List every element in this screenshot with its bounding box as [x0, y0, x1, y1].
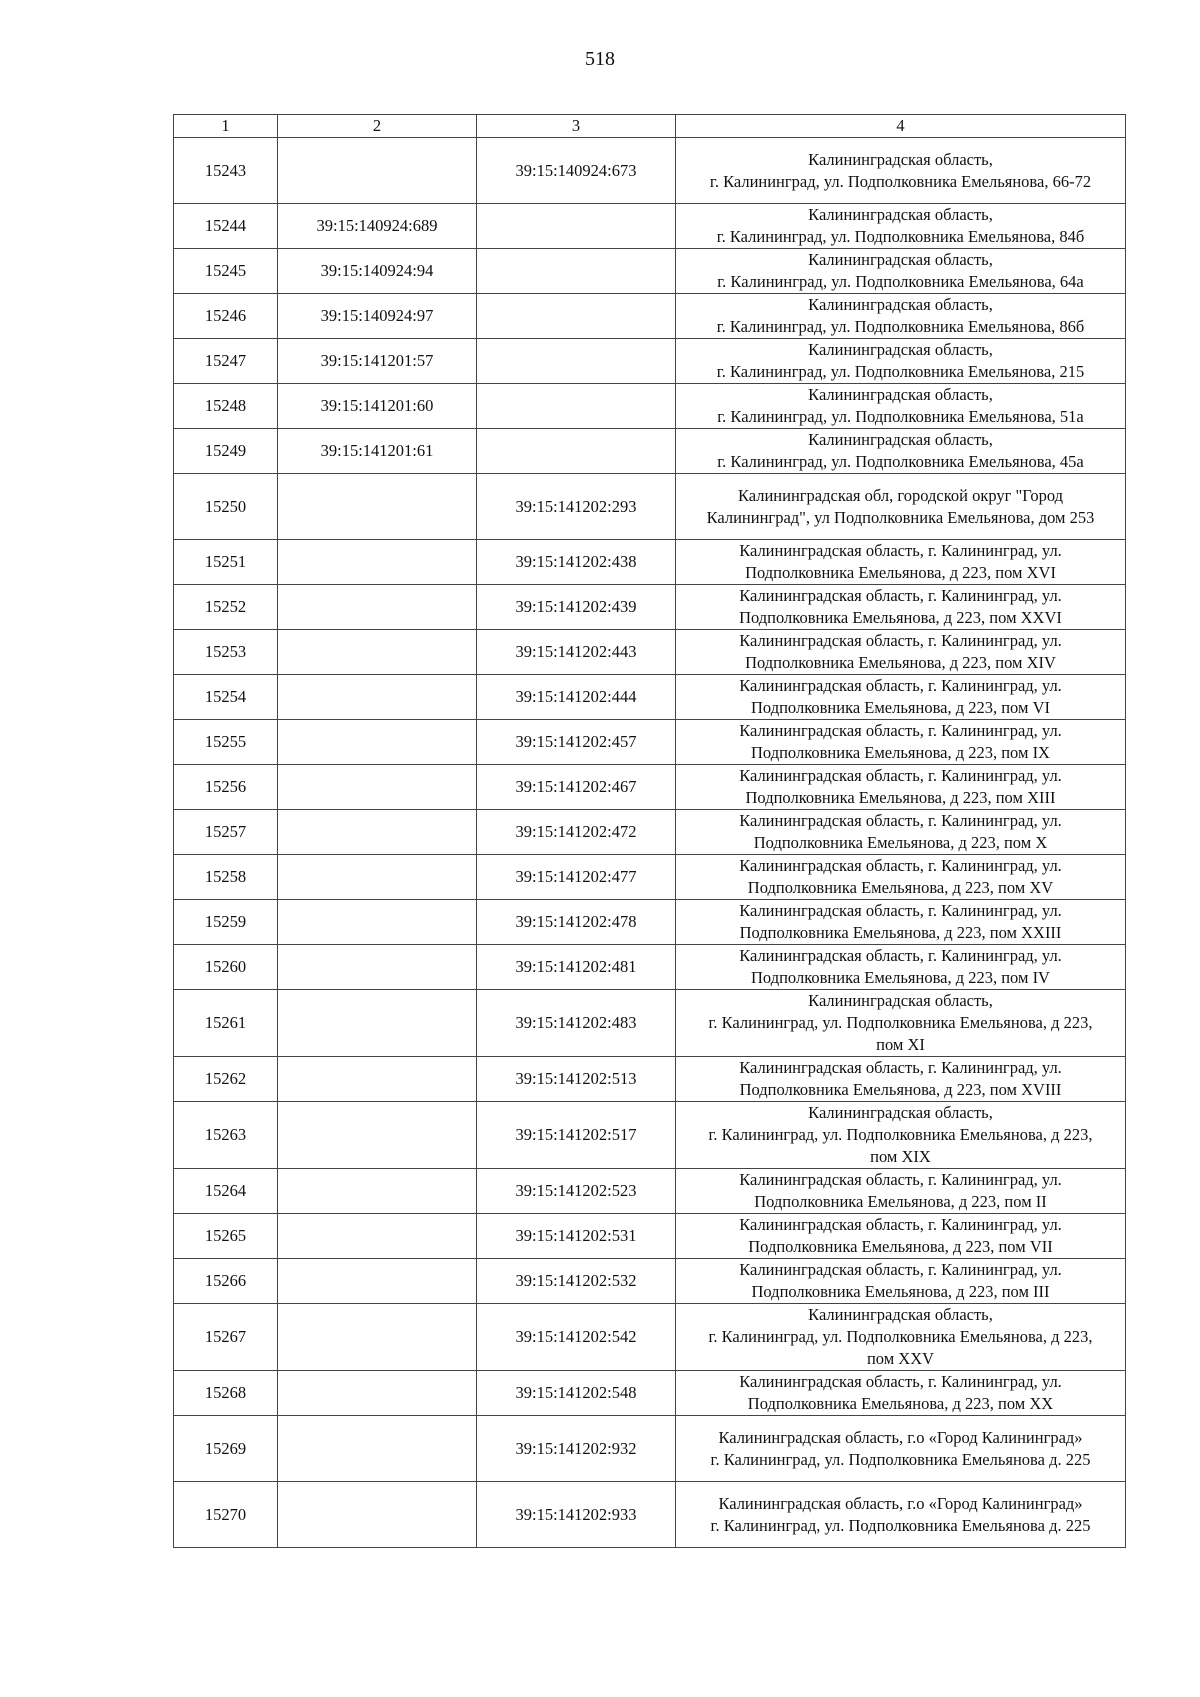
cadastral-number-cell: 39:15:141202:457 — [477, 720, 676, 765]
address-line: Калининградская область, г. Калининград, ул. — [739, 766, 1062, 785]
address-cell — [676, 720, 1126, 765]
cadastral-number-cell: 39:15:141202:933 — [477, 1482, 676, 1548]
address-line: Подполковника Емельянова, д 223, пом XX — [747, 1394, 1054, 1413]
row-number-cell: 15270 — [174, 1482, 278, 1548]
address-line: Калининградская область, г. Калининград, ул. — [739, 1170, 1062, 1189]
table-row — [174, 1214, 1126, 1259]
cadastral-number-cell: 39:15:141202:548 — [477, 1371, 676, 1416]
table-row — [174, 339, 1126, 384]
table-row — [174, 945, 1126, 990]
address-line: Подполковника Емельянова, д 223, пом XVIII — [739, 1080, 1062, 1099]
row-number-cell: 15256 — [174, 765, 278, 810]
column-header-2: 2 — [278, 115, 477, 138]
column-header-4: 4 — [676, 115, 1126, 138]
address-line: Подполковника Емельянова, д 223, пом XIII — [745, 788, 1056, 807]
address-line: Калининградская область, — [808, 205, 993, 224]
cadastral-number-cell — [278, 810, 477, 855]
address-line: Подполковника Емельянова, д 223, пом XIV — [745, 653, 1056, 672]
cadastral-number-cell — [278, 630, 477, 675]
address-line: Калининградская область, г. Калининград, ул. — [739, 721, 1062, 740]
table-row — [174, 294, 1126, 339]
cadastral-number-cell: 39:15:141202:932 — [477, 1416, 676, 1482]
cadastral-number-cell — [278, 900, 477, 945]
cadastral-number-cell — [477, 249, 676, 294]
cadastral-number-cell — [477, 204, 676, 249]
cadastral-number-cell — [278, 855, 477, 900]
address-cell — [676, 585, 1126, 630]
address-line: Подполковника Емельянова, д 223, пом VII — [748, 1237, 1053, 1256]
cadastral-number-cell — [278, 1102, 477, 1169]
table-row — [174, 1057, 1126, 1102]
row-number-cell: 15252 — [174, 585, 278, 630]
address-line: Подполковника Емельянова, д 223, пом XVI — [745, 563, 1056, 582]
column-header-3: 3 — [477, 115, 676, 138]
table-row — [174, 249, 1126, 294]
table-row — [174, 1482, 1126, 1548]
cadastral-number-cell: 39:15:141202:513 — [477, 1057, 676, 1102]
cadastral-number-cell: 39:15:140924:673 — [477, 138, 676, 204]
table-row — [174, 990, 1126, 1057]
address-line: пом XIX — [870, 1147, 931, 1166]
address-line: Калининградская область, — [808, 1305, 993, 1324]
table-row — [174, 675, 1126, 720]
address-cell — [676, 1057, 1126, 1102]
row-number-cell: 15260 — [174, 945, 278, 990]
table-row — [174, 810, 1126, 855]
address-line: Калининградская область, — [808, 991, 993, 1010]
address-line: Калининградская область, — [808, 430, 993, 449]
address-cell — [676, 1214, 1126, 1259]
address-cell — [676, 1482, 1126, 1548]
cadastral-number-cell — [278, 945, 477, 990]
address-cell — [676, 1304, 1126, 1371]
row-number-cell: 15269 — [174, 1416, 278, 1482]
row-number-cell: 15257 — [174, 810, 278, 855]
table-row — [174, 855, 1126, 900]
table-row — [174, 585, 1126, 630]
address-line: пом XI — [876, 1035, 925, 1054]
address-cell — [676, 1102, 1126, 1169]
address-cell — [676, 384, 1126, 429]
table-row — [174, 1371, 1126, 1416]
row-number-cell: 15249 — [174, 429, 278, 474]
cadastral-number-cell — [477, 339, 676, 384]
cadastral-number-cell — [477, 429, 676, 474]
row-number-cell: 15265 — [174, 1214, 278, 1259]
row-number-cell: 15251 — [174, 540, 278, 585]
table-row — [174, 204, 1126, 249]
address-line: г. Калининград, ул. Подполковника Емельянова, 45а — [717, 452, 1084, 471]
table-row — [174, 1259, 1126, 1304]
address-line: Калининградская область, — [808, 149, 993, 169]
address-line: Калининградская область, г. Калининград, ул. — [739, 541, 1062, 560]
address-cell — [676, 1169, 1126, 1214]
address-cell — [676, 1371, 1126, 1416]
address-line: Калининградская область, г. Калининград, ул. — [739, 1058, 1062, 1077]
cadastral-number-cell — [278, 138, 477, 204]
address-line: г. Калининград, ул. Подполковника Емельянова, д 223, — [708, 1125, 1093, 1144]
address-cell — [676, 990, 1126, 1057]
table-row — [174, 630, 1126, 675]
row-number-cell: 15247 — [174, 339, 278, 384]
address-line: г. Калининград, ул. Подполковника Емельянова, д 223, — [708, 1013, 1093, 1032]
row-number-cell: 15253 — [174, 630, 278, 675]
table-row — [174, 1169, 1126, 1214]
registry-table — [173, 114, 1126, 1548]
address-cell — [676, 474, 1126, 540]
cadastral-number-cell: 39:15:141202:523 — [477, 1169, 676, 1214]
row-number-cell: 15259 — [174, 900, 278, 945]
address-line: г. Калининград, ул. Подполковника Емельянова д. 225 — [710, 1449, 1091, 1469]
address-line: Калининградская область, г. Калининград, ул. — [739, 901, 1062, 920]
cadastral-number-cell: 39:15:140924:689 — [278, 204, 477, 249]
address-cell — [676, 810, 1126, 855]
address-line: Калининградская область, г. Калининград, ул. — [739, 586, 1062, 605]
address-line: Подполковника Емельянова, д 223, пом X — [753, 833, 1048, 852]
row-number-cell: 15255 — [174, 720, 278, 765]
row-number-cell: 15246 — [174, 294, 278, 339]
table-row — [174, 138, 1126, 204]
address-cell — [676, 900, 1126, 945]
row-number-cell: 15250 — [174, 474, 278, 540]
page-number: 518 — [585, 48, 615, 70]
row-number-cell: 15254 — [174, 675, 278, 720]
row-number-cell: 15244 — [174, 204, 278, 249]
row-number-cell: 15263 — [174, 1102, 278, 1169]
column-header-1: 1 — [174, 115, 278, 138]
address-cell — [676, 429, 1126, 474]
cadastral-number-cell — [278, 1304, 477, 1371]
cadastral-number-cell: 39:15:140924:97 — [278, 294, 477, 339]
row-number-cell: 15248 — [174, 384, 278, 429]
cadastral-number-cell: 39:15:141202:443 — [477, 630, 676, 675]
address-line: г. Калининград, ул. Подполковника Емельянова, д 223, — [708, 1327, 1093, 1346]
cadastral-number-cell — [477, 294, 676, 339]
cadastral-number-cell — [278, 1169, 477, 1214]
table-row — [174, 900, 1126, 945]
address-line: Подполковника Емельянова, д 223, пом II — [754, 1192, 1047, 1211]
row-number-cell: 15243 — [174, 138, 278, 204]
address-cell — [676, 855, 1126, 900]
table-row — [174, 429, 1126, 474]
table-row — [174, 1102, 1126, 1169]
row-number-cell: 15268 — [174, 1371, 278, 1416]
row-number-cell: 15245 — [174, 249, 278, 294]
address-line: Подполковника Емельянова, д 223, пом IX — [751, 743, 1050, 762]
cadastral-number-cell: 39:15:141202:483 — [477, 990, 676, 1057]
address-line: г. Калининград, ул. Подполковника Емельянова, 66-72 — [709, 171, 1092, 191]
address-line: Калининград", ул Подполковника Емельянова, дом 253 — [706, 507, 1095, 527]
cadastral-number-cell — [278, 474, 477, 540]
cadastral-number-cell: 39:15:141202:472 — [477, 810, 676, 855]
address-line: г. Калининград, ул. Подполковника Емельянова, 86б — [716, 317, 1085, 336]
address-cell — [676, 1259, 1126, 1304]
cadastral-number-cell — [278, 765, 477, 810]
address-line: Калининградская обл, городской округ "Город — [737, 485, 1064, 505]
address-line: Калининградская область, г. Калининград, ул. — [739, 676, 1062, 695]
table-row — [174, 1304, 1126, 1371]
cadastral-number-cell: 39:15:141201:61 — [278, 429, 477, 474]
cadastral-number-cell: 39:15:141202:517 — [477, 1102, 676, 1169]
table-row — [174, 765, 1126, 810]
address-line: Подполковника Емельянова, д 223, пом XXIII — [739, 923, 1062, 942]
address-line: Калининградская область, г. Калининград, ул. — [739, 1260, 1062, 1279]
address-line: Калининградская область, — [808, 340, 993, 359]
cadastral-number-cell — [278, 1371, 477, 1416]
table-row — [174, 720, 1126, 765]
cadastral-number-cell — [278, 1214, 477, 1259]
address-line: Подполковника Емельянова, д 223, пом VI — [751, 698, 1050, 717]
cadastral-number-cell: 39:15:141202:478 — [477, 900, 676, 945]
row-number-cell: 15258 — [174, 855, 278, 900]
cadastral-number-cell — [278, 990, 477, 1057]
address-line: Калининградская область, г. Калининград, ул. — [739, 946, 1062, 965]
cadastral-number-cell — [278, 1416, 477, 1482]
row-number-cell: 15261 — [174, 990, 278, 1057]
row-number-cell: 15267 — [174, 1304, 278, 1371]
address-line: Калининградская область, — [808, 295, 993, 314]
address-cell — [676, 294, 1126, 339]
address-line: Калининградская область, — [808, 250, 993, 269]
cadastral-number-cell — [278, 675, 477, 720]
table-row — [174, 540, 1126, 585]
cadastral-number-cell: 39:15:141202:532 — [477, 1259, 676, 1304]
registry-table-body — [174, 115, 1126, 1548]
address-line: Калининградская область, г.о «Город Калининград» — [718, 1493, 1083, 1513]
cadastral-number-cell: 39:15:141202:444 — [477, 675, 676, 720]
address-line: Калининградская область, г. Калининград, ул. — [739, 856, 1062, 875]
cadastral-number-cell: 39:15:141202:438 — [477, 540, 676, 585]
address-line: г. Калининград, ул. Подполковника Емельянова, 84б — [716, 227, 1085, 246]
cadastral-number-cell — [477, 384, 676, 429]
address-cell — [676, 945, 1126, 990]
address-cell — [676, 675, 1126, 720]
cadastral-number-cell: 39:15:141202:439 — [477, 585, 676, 630]
address-cell — [676, 765, 1126, 810]
address-line: Калининградская область, г. Калининград, ул. — [739, 631, 1062, 650]
table-header-row — [174, 115, 1126, 138]
address-line: Калининградская область, г. Калининград, ул. — [739, 811, 1062, 830]
cadastral-number-cell: 39:15:141202:293 — [477, 474, 676, 540]
address-cell — [676, 249, 1126, 294]
cadastral-number-cell: 39:15:141201:57 — [278, 339, 477, 384]
cadastral-number-cell: 39:15:141202:477 — [477, 855, 676, 900]
address-line: Подполковника Емельянова, д 223, пом III — [751, 1282, 1050, 1301]
address-line: Калининградская область, г. Калининград, ул. — [739, 1215, 1062, 1234]
address-line: г. Калининград, ул. Подполковника Емельянова, 215 — [716, 362, 1085, 381]
address-line: Подполковника Емельянова, д 223, пом XXVI — [739, 608, 1062, 627]
address-cell — [676, 138, 1126, 204]
address-cell — [676, 339, 1126, 384]
address-line: Подполковника Емельянова, д 223, пом IV — [751, 968, 1050, 987]
row-number-cell: 15266 — [174, 1259, 278, 1304]
cadastral-number-cell: 39:15:141202:481 — [477, 945, 676, 990]
table-row — [174, 1416, 1126, 1482]
address-cell — [676, 204, 1126, 249]
cadastral-number-cell: 39:15:141202:542 — [477, 1304, 676, 1371]
cadastral-number-cell: 39:15:140924:94 — [278, 249, 477, 294]
cadastral-number-cell — [278, 1259, 477, 1304]
cadastral-number-cell — [278, 540, 477, 585]
address-cell — [676, 630, 1126, 675]
address-line: Подполковника Емельянова, д 223, пом XV — [747, 878, 1054, 897]
row-number-cell: 15262 — [174, 1057, 278, 1102]
cadastral-number-cell — [278, 1057, 477, 1102]
address-line: г. Калининград, ул. Подполковника Емельянова, 51а — [717, 407, 1084, 426]
cadastral-number-cell: 39:15:141201:60 — [278, 384, 477, 429]
cadastral-number-cell — [278, 585, 477, 630]
address-cell — [676, 1416, 1126, 1482]
address-line: Калининградская область, г. Калининград, ул. — [739, 1372, 1062, 1391]
address-line: Калининградская область, г.о «Город Калининград» — [718, 1427, 1083, 1447]
cadastral-number-cell — [278, 720, 477, 765]
table-row — [174, 474, 1126, 540]
row-number-cell: 15264 — [174, 1169, 278, 1214]
address-line: пом XXV — [866, 1349, 935, 1368]
address-line: Калининградская область, — [808, 1103, 993, 1122]
cadastral-number-cell: 39:15:141202:467 — [477, 765, 676, 810]
address-line: г. Калининград, ул. Подполковника Емельянова, 64а — [717, 272, 1084, 291]
cadastral-number-cell — [278, 1482, 477, 1548]
cadastral-number-cell: 39:15:141202:531 — [477, 1214, 676, 1259]
address-cell — [676, 540, 1126, 585]
address-line: г. Калининград, ул. Подполковника Емельянова д. 225 — [710, 1515, 1091, 1535]
address-line: Калининградская область, — [808, 385, 993, 404]
table-row — [174, 384, 1126, 429]
